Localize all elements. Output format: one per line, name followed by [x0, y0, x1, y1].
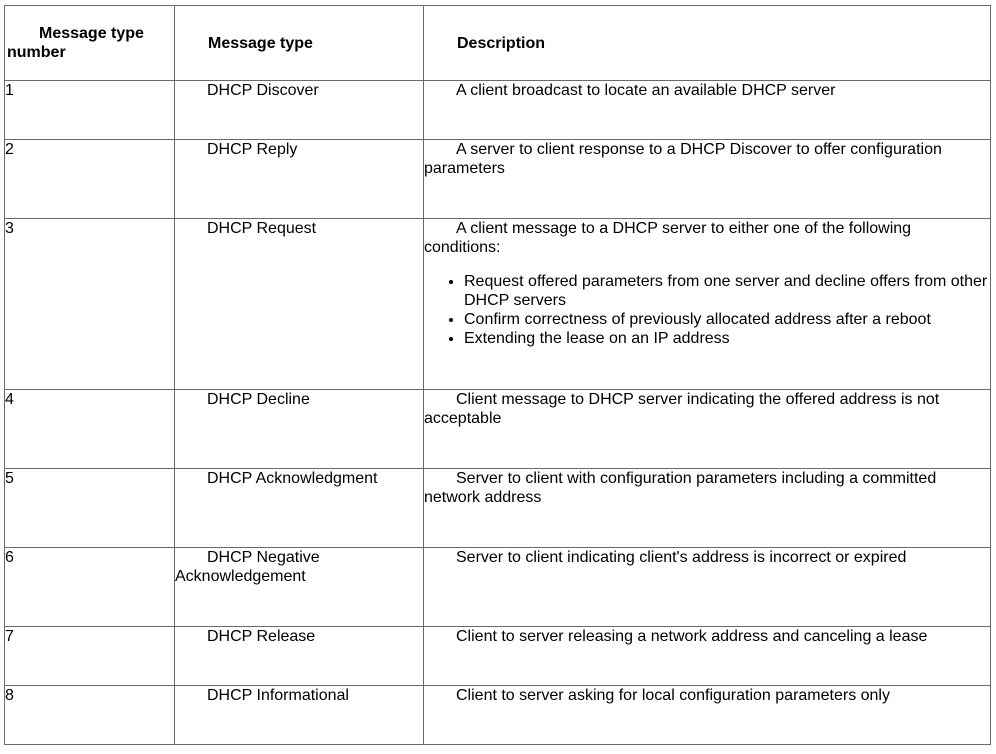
description-text: A client broadcast to locate an available DHCP server	[456, 82, 836, 99]
row-number: 7	[5, 627, 175, 686]
conditions-list	[424, 272, 990, 348]
row-message-type: DHCP Informational	[175, 686, 424, 745]
description-text: Client to server releasing a network address and canceling a lease	[456, 628, 928, 645]
row-number: 8	[5, 686, 175, 745]
header-message-type-number	[5, 6, 175, 81]
dhcp-message-types-table	[4, 5, 991, 745]
table-row	[5, 140, 991, 219]
row-description	[424, 81, 991, 140]
table-row	[5, 548, 991, 627]
row-message-type: DHCP Negative Acknowledgement	[175, 548, 424, 627]
table-row	[5, 627, 991, 686]
row-number: 1	[5, 81, 175, 140]
list-item: • Request offered parameters from one server and decline offers from other DHCP servers	[464, 272, 990, 310]
row-number: 5	[5, 469, 175, 548]
row-description	[424, 140, 991, 219]
description-text: Client message to DHCP server indicating the offered address is not acceptable	[424, 391, 940, 427]
table-row	[5, 469, 991, 548]
row-number: 4	[5, 390, 175, 469]
description-text: Server to client indicating client's address is incorrect or expired	[456, 549, 907, 566]
description-text: A client message to a DHCP server to either one of the following conditions:	[424, 220, 912, 256]
list-item: • Confirm correctness of previously allocated address after a reboot	[464, 310, 990, 329]
row-number: 3	[5, 219, 175, 390]
header-row	[5, 6, 991, 81]
row-number: 6	[5, 548, 175, 627]
header-number-line2: number	[7, 44, 66, 61]
row-message-type: DHCP Release	[175, 627, 424, 686]
table-row	[5, 390, 991, 469]
table-row	[5, 686, 991, 745]
list-item: • Extending the lease on an IP address	[464, 329, 990, 348]
row-message-type: DHCP Reply	[175, 140, 424, 219]
header-message-type: Message type	[175, 6, 424, 81]
row-message-type: DHCP Decline	[175, 390, 424, 469]
header-description: Description	[424, 6, 991, 81]
description-text: Client to server asking for local configuration parameters only	[456, 687, 890, 704]
header-number-line1: Message type	[39, 25, 144, 42]
row-number: 2	[5, 140, 175, 219]
description-text: A server to client response to a DHCP Discover to offer configuration parameters	[424, 141, 942, 177]
row-description	[424, 390, 991, 469]
row-description	[424, 219, 991, 390]
row-message-type: DHCP Acknowledgment	[175, 469, 424, 548]
row-description	[424, 469, 991, 548]
row-description	[424, 627, 991, 686]
row-message-type: DHCP Request	[175, 219, 424, 390]
description-text: Server to client with configuration parameters including a committed network address	[424, 470, 937, 506]
table-row	[5, 81, 991, 140]
table-row	[5, 219, 991, 390]
row-description	[424, 686, 991, 745]
row-description	[424, 548, 991, 627]
row-message-type: DHCP Discover	[175, 81, 424, 140]
